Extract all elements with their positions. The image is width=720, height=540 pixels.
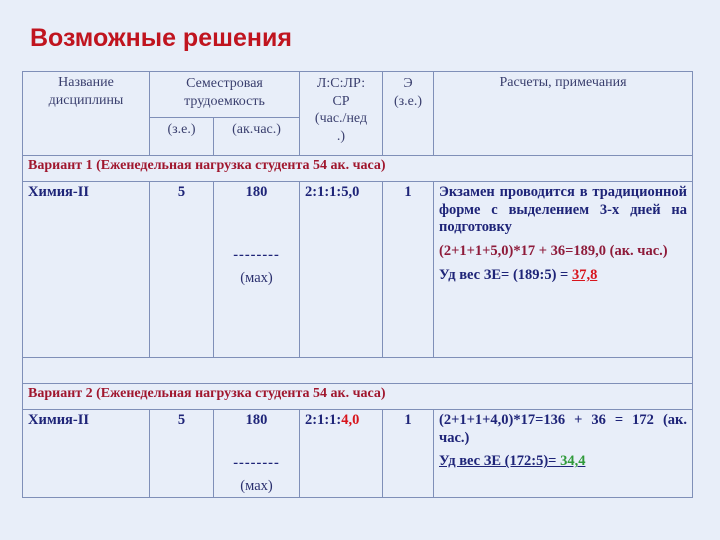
variant1-ze: 5 xyxy=(150,182,214,358)
variant2-ud-value: 34,4 xyxy=(560,453,586,470)
variant2-dash: -------- xyxy=(233,455,280,471)
header-lclr-line1: Л:С:ЛР: xyxy=(316,76,366,91)
header-lclr-line2: СР xyxy=(332,93,350,109)
variant1-max: (мах) xyxy=(240,270,273,286)
header-exam-line1: Э xyxy=(403,76,413,91)
variant2-max: (мах) xyxy=(240,478,273,494)
variant1-dash: -------- xyxy=(233,247,280,263)
solutions-table xyxy=(22,71,693,498)
header-notes: Расчеты, примечания xyxy=(434,72,693,156)
header-lclr-line4: .) xyxy=(336,128,346,144)
variant2-hours-cell xyxy=(214,410,300,498)
variant2-calc: (2+1+1+4,0)*17=136 + 36 = 172 (ак. час.) xyxy=(439,412,688,446)
variant1-ratio: 2:1:1:5,0 xyxy=(300,182,383,358)
header-lclr-line3: (час./нед xyxy=(314,111,368,126)
variant1-ud xyxy=(439,267,597,283)
variant1-calc: (2+1+1+5,0)*17 + 36=189,0 (ак. час.) xyxy=(439,243,668,260)
variant1-exam: 1 xyxy=(383,182,434,358)
variant1-ud-value: 37,8 xyxy=(571,266,598,283)
variant2-ratio-value: 4,0 xyxy=(341,412,360,428)
variant2-ze: 5 xyxy=(150,410,214,498)
variant1-note-text: Экзамен проводится в традиционной форме с выделением 3-х дней на подготовку xyxy=(439,184,688,236)
header-akchas: (ак.час.) xyxy=(214,118,300,156)
variant1-ud-label: Уд вес ЗЕ= (189:5) = xyxy=(439,266,572,283)
variant2-hours: 180 xyxy=(245,412,268,428)
variant2-exam: 1 xyxy=(383,410,434,498)
page-title: Возможные решения xyxy=(30,24,292,52)
variant2-notes xyxy=(434,410,693,498)
header-discipline-name: Название дисциплины xyxy=(23,72,150,156)
variant2-ratio-prefix: 2:1:1: xyxy=(305,412,342,428)
variant2-ratio xyxy=(300,410,383,498)
header-semester-workload: Семестровая трудоемкость xyxy=(150,72,300,118)
header-exam-line2: (з.е.) xyxy=(393,93,423,109)
variant1-hours: 180 xyxy=(245,184,268,200)
variant2-ud xyxy=(439,453,585,469)
variant1-discipline: Химия-II xyxy=(23,182,150,358)
variant1-hours-cell xyxy=(214,182,300,358)
variant1-notes xyxy=(434,182,693,358)
header-exam xyxy=(383,72,434,156)
header-ze: (з.е.) xyxy=(150,118,214,156)
variant2-title: Вариант 2 (Еженедельная нагрузка студента 54 ак. часа) xyxy=(23,384,693,410)
header-lclr xyxy=(300,72,383,156)
spacer-row xyxy=(23,358,693,384)
variant2-discipline: Химия-II xyxy=(23,410,150,498)
variant1-title: Вариант 1 (Еженедельная нагрузка студента 54 ак. часа) xyxy=(23,156,693,182)
variant2-ud-label: Уд вес ЗЕ (172:5)= xyxy=(439,453,561,470)
